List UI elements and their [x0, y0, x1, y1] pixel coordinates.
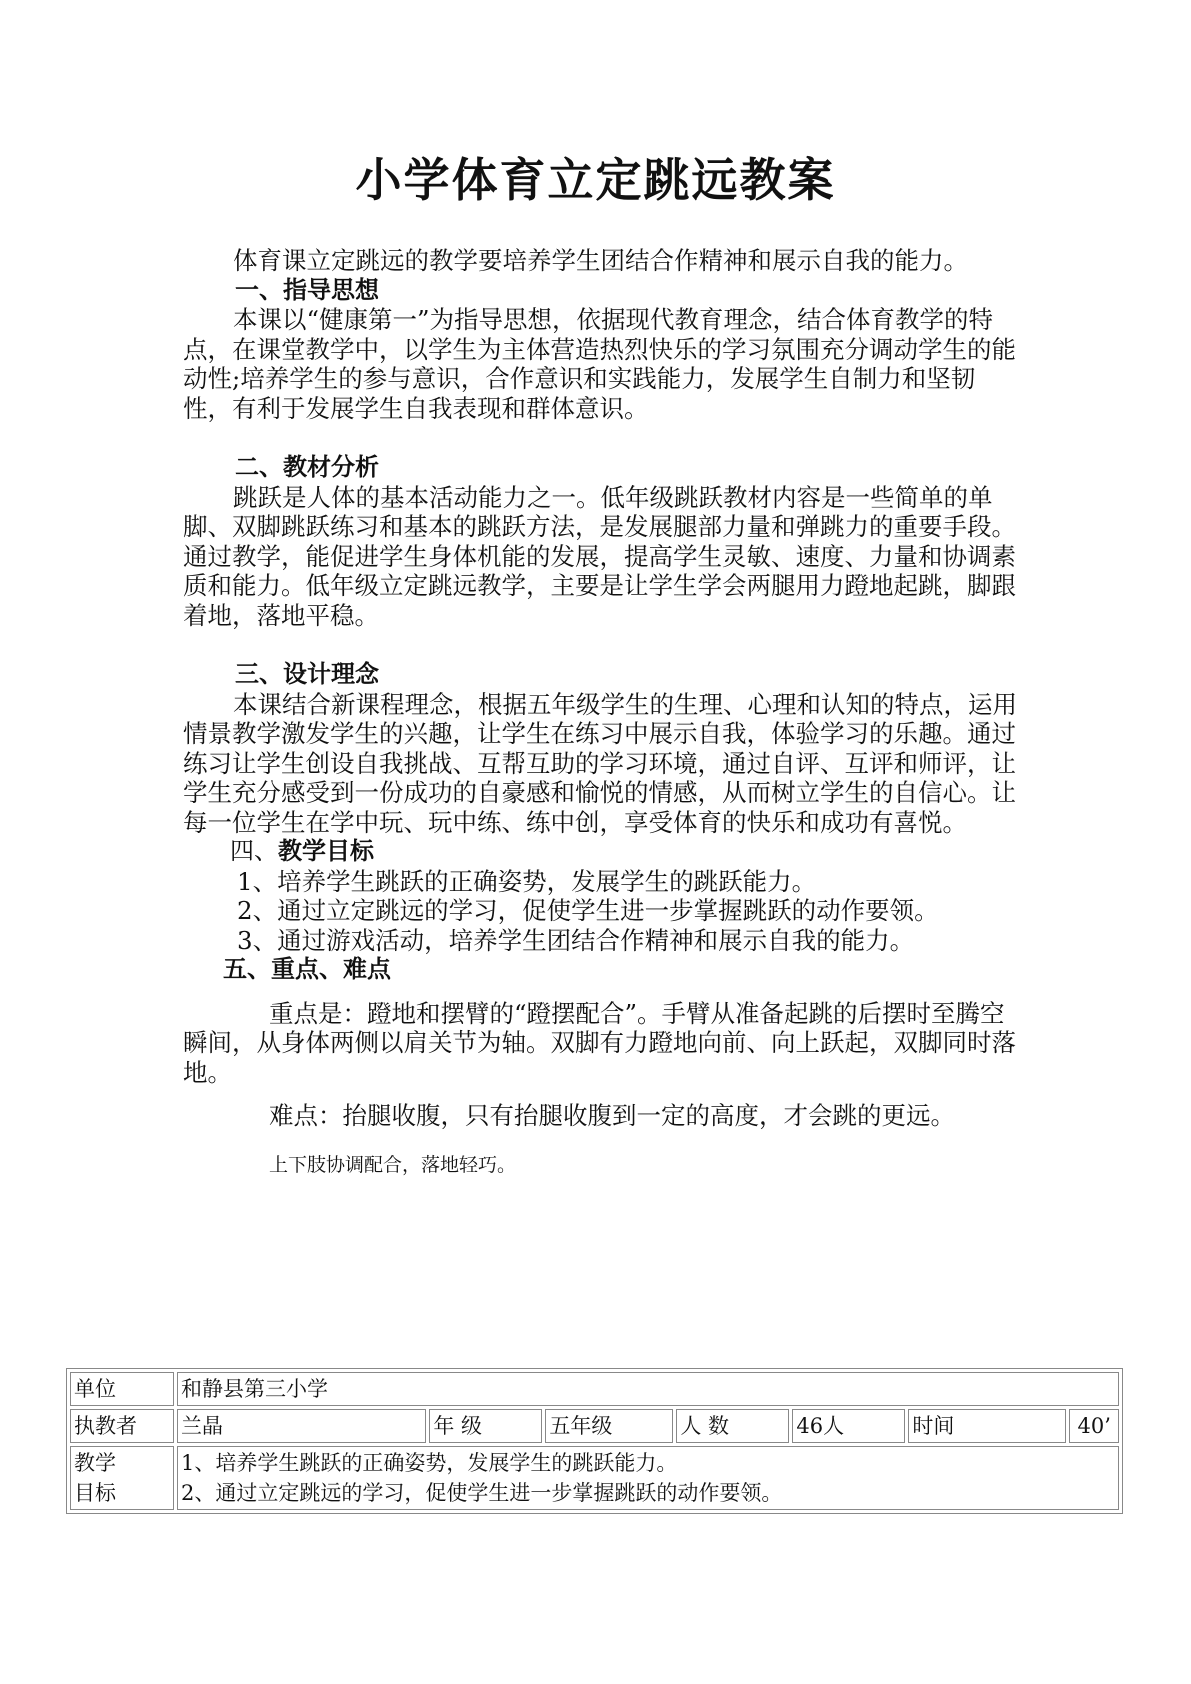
table-goal-item: 1、培养学生跳跃的正确姿势，发展学生的跳跃能力。: [181, 1451, 678, 1475]
spacer: [183, 630, 1023, 660]
table-row: [70, 1372, 1119, 1406]
time-value: 40’: [1069, 1409, 1119, 1443]
section-heading-guiding-idea: 一、指导思想: [235, 275, 379, 304]
teacher-label: 执教者: [70, 1409, 174, 1443]
grade-value: 五年级: [545, 1409, 673, 1443]
document-title: 小学体育立定跳远教案: [355, 153, 836, 207]
difficulty-paragraph: 难点：抬腿收腹，只有抬腿收腹到一定的高度，才会跳的更远。: [269, 1101, 955, 1130]
document-body: [183, 246, 1023, 1180]
goal-item: 1、培养学生跳跃的正确姿势，发展学生的跳跃能力。: [237, 866, 817, 896]
unit-value: 和静县第三小学: [177, 1372, 1119, 1406]
unit-label: 单位: [70, 1372, 174, 1406]
goals-value: [177, 1446, 1119, 1510]
count-value: 46人: [792, 1409, 905, 1443]
key-point-paragraph: 重点是：蹬地和摆臂的“蹬摆配合”。手臂从准备起跳的后摆时至腾空瞬间，从身体两侧以肩关节为轴。双脚有力蹬地向前、向上跃起，双脚同时落地。: [183, 998, 1016, 1087]
table-row: [70, 1409, 1119, 1443]
coordination-note: 上下肢协调配合，落地轻巧。: [269, 1153, 517, 1176]
goal-item: 3、通过游戏活动，培养学生团结合作精神和展示自我的能力。: [237, 925, 915, 955]
section-heading-design-concept: 三、设计理念: [235, 660, 379, 688]
section-text-material-analysis: 跳跃是人体的基本活动能力之一。低年级跳跃教材内容是一些简单的单脚、双脚跳跃练习和基本的跳跃方法，是发展腿部力量和弹跳力的重要手段。通过教学，能促进学生身体机能的发展，提高学生灵敏、速度、力量和协调素质和能力。低年级立定跳远教学，主要是让学生学会两腿用力蹬地起跳，脚跟着地，落地平稳。: [183, 482, 1016, 630]
time-label: 时间: [908, 1409, 1066, 1443]
table-goal-item: 2、通过立定跳远的学习，促使学生进一步掌握跳跃的动作要领。: [181, 1481, 783, 1505]
teacher-value: 兰晶: [177, 1409, 426, 1443]
table-row: [70, 1446, 1119, 1510]
intro-paragraph: 体育课立定跳远的教学要培养学生团结合作精神和展示自我的能力。: [233, 246, 968, 275]
section-text-design-concept: 本课结合新课程理念，根据五年级学生的生理、心理和认知的特点，运用情景教学激发学生的兴趣，让学生在练习中展示自我，体验学习的乐趣。通过练习让学生创设自我挑战、互帮互助的学习环境，通过自评、互评和师评，让学生充分感受到一份成功的自豪感和愉悦的情感，从而树立学生的自信心。让每一位学生在学中玩、玩中练、练中创，享受体育的快乐和成功有喜悦。: [183, 689, 1017, 837]
section-text-guiding-idea: 本课以“健康第一”为指导思想，依据现代教育理念，结合体育教学的特点，在课堂教学中，以学生为主体营造热烈快乐的学习氛围充分调动学生的能动性;培养学生的参与意识，合作意识和实践能力，发展学生自制力和坚韧性，有利于发展学生自我表现和群体意识。: [183, 305, 1016, 423]
heading-number: 四、: [230, 837, 278, 865]
spacer: [183, 423, 1023, 453]
goals-label-line: 教学: [74, 1451, 116, 1475]
grade-label: 年 级: [429, 1409, 542, 1443]
goals-label: [70, 1446, 174, 1510]
heading-text: 教学目标: [278, 837, 374, 865]
lesson-info-table: [66, 1368, 1123, 1514]
section-heading-key-points: 五、重点、难点: [223, 955, 391, 983]
count-label: 人 数: [676, 1409, 789, 1443]
goal-item: 2、通过立定跳远的学习，促使学生进一步掌握跳跃的动作要领。: [237, 896, 939, 925]
goals-label-line: 目标: [74, 1481, 116, 1505]
section-heading-material-analysis: 二、教材分析: [235, 453, 379, 481]
section-heading-teaching-goals: [183, 837, 1023, 867]
